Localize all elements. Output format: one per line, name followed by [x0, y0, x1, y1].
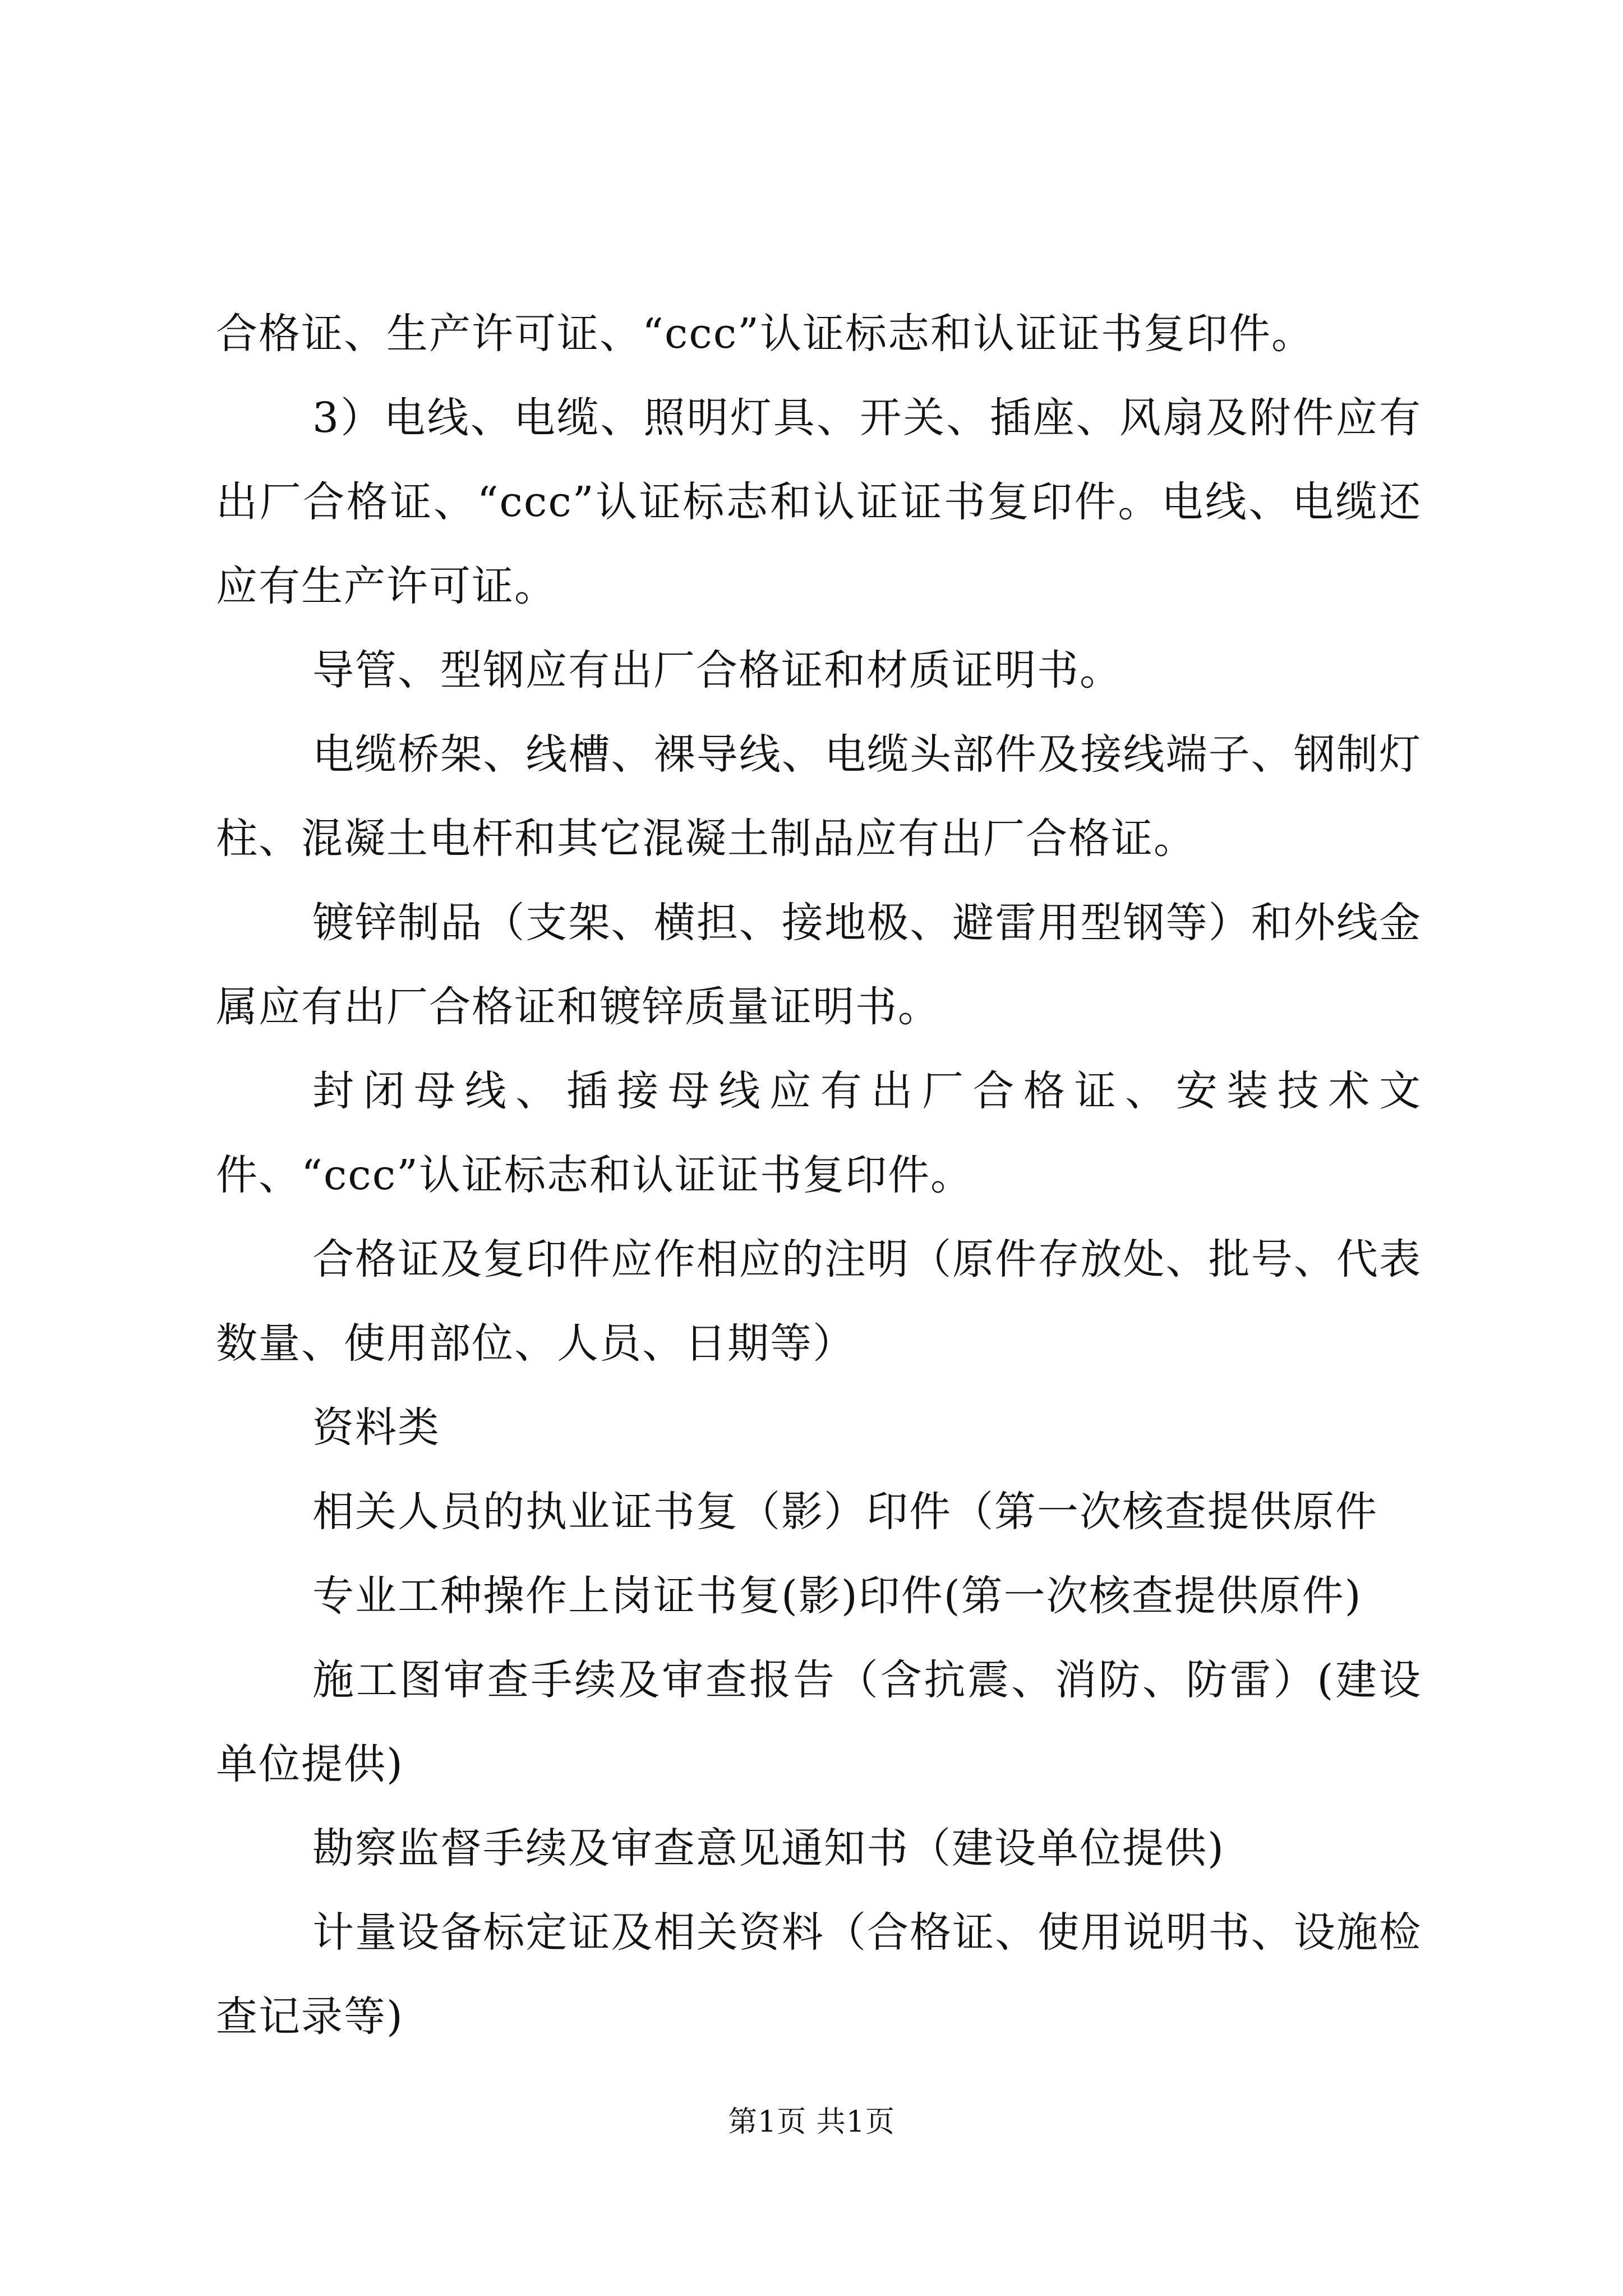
paragraph-3: 导管、型钢应有出厂合格证和材质证明书。	[312, 646, 1122, 694]
paragraph-2: 3）电线、电缆、照明灯具、开关、插座、风扇及附件应有出厂合格证、“ccc”认证标志和认证证书复印件。电线、电缆还应有生产许可证。	[216, 394, 1422, 610]
paragraph-9: 相关人员的执业证书复（影）印件（第一次核查提供原件	[312, 1488, 1378, 1536]
paragraph-12: 勘察监督手续及审查意见通知书（建设单位提供)	[312, 1824, 1225, 1872]
paragraph-1: 合格证、生产许可证、“ccc”认证标志和认证证书复印件。	[216, 310, 1314, 358]
section-heading-materials: 资料类	[312, 1404, 440, 1452]
page-footer: 第1页 共1页	[728, 2105, 895, 2139]
paragraph-13: 计量设备标定证及相关资料（合格证、使用说明书、设施检查记录等)	[216, 1908, 1422, 2041]
paragraph-11: 施工图审查手续及审查报告（含抗震、消防、防雷）(建设单位提供)	[216, 1656, 1422, 1788]
paragraph-4: 电缆桥架、线槽、裸导线、电缆头部件及接线端子、钢制灯柱、混凝土电杆和其它混凝土制品应有出厂合格证。	[216, 730, 1422, 863]
document-body	[216, 292, 1422, 2059]
paragraph-5: 镀锌制品（支架、横担、接地极、避雷用型钢等）和外线金属应有出厂合格证和镀锌质量证明书。	[216, 899, 1422, 1031]
paragraph-10: 专业工种操作上岗证书复(影)印件(第一次核查提供原件)	[312, 1572, 1362, 1620]
paragraph-7: 合格证及复印件应作相应的注明（原件存放处、批号、代表数量、使用部位、人员、日期等）	[216, 1235, 1422, 1368]
paragraph-6: 封闭母线、插接母线应有出厂合格证、安装技术文件、“ccc”认证标志和认证证书复印件。	[216, 1067, 1422, 1199]
